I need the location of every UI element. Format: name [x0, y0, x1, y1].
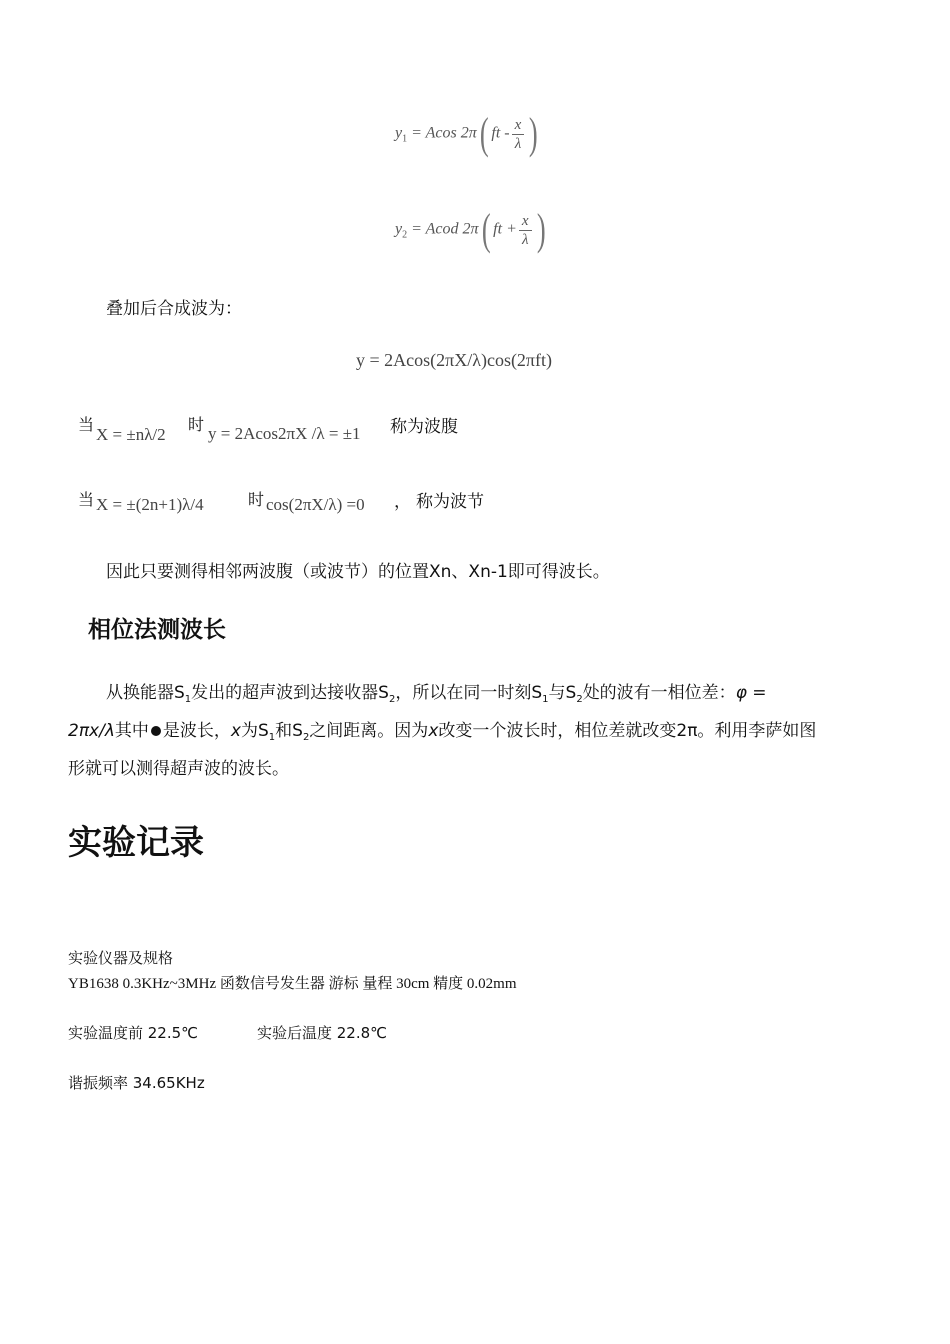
- y2-numerator: x: [519, 212, 532, 231]
- y2-lhs: y: [395, 220, 403, 238]
- lambda-icon: [151, 726, 161, 736]
- y2-eq: = Acod 2π: [411, 220, 479, 238]
- combined-wave-equation: y = 2Acos(2πX/λ)cos(2πft): [356, 350, 553, 370]
- conclusion-text: 因此只要测得相邻两波腹（或波节）的位置Xn、Xn-1即可得波长。: [106, 562, 610, 582]
- phase-paragraph-line2: [68, 716, 816, 743]
- phase-formula: 2πx/λ: [68, 721, 115, 741]
- y1-left-paren: (: [479, 109, 489, 158]
- node-comma: ，: [394, 492, 411, 512]
- antinode-then: 时: [188, 415, 205, 434]
- node-cond: X = ±(2n+1)λ/4: [96, 495, 204, 514]
- phase-text: 为S: [240, 721, 269, 741]
- phase-text: ，所以在同一时刻S: [395, 683, 543, 703]
- y2-inner: ft +: [493, 220, 517, 238]
- y1-eq: = Acos 2π: [411, 124, 477, 142]
- phase-text: 改变一个波长时，相位差就改变2π。利用李萨如图: [438, 721, 817, 741]
- phase-paragraph-line3: 形就可以测得超声波的波长。: [68, 759, 289, 779]
- y2-denominator: λ: [521, 231, 529, 248]
- y2-left-paren: (: [481, 205, 491, 254]
- phase-symbol: φ =: [735, 683, 767, 703]
- y2-fraction: [519, 212, 532, 249]
- node-condition: [78, 487, 518, 527]
- node-when: 当: [78, 490, 95, 509]
- temperature-after: 实验后温度 22.8℃: [257, 1024, 388, 1042]
- antinode-label: 称为波腹: [390, 417, 458, 437]
- subscript: 2: [302, 732, 310, 743]
- y1-lhs: y: [395, 124, 403, 142]
- equation-y2: [395, 205, 548, 254]
- temperature-before: 实验温度前 22.5℃: [68, 1024, 199, 1042]
- record-section-heading: 实验记录: [68, 823, 204, 863]
- subscript: 1: [542, 694, 549, 705]
- y1-fraction: [512, 116, 525, 153]
- subscript: 2: [388, 694, 396, 705]
- phase-paragraph-line1: [106, 678, 767, 705]
- y2-subscript: 2: [402, 229, 408, 241]
- y2-right-paren: ): [536, 205, 546, 254]
- phase-text: 其中: [114, 721, 149, 741]
- antinode-condition: [78, 412, 498, 452]
- phase-text: 从换能器S: [106, 683, 185, 703]
- subscript: 1: [184, 694, 192, 705]
- node-then: 时: [248, 490, 265, 509]
- antinode-cond: X = ±nλ/2: [96, 425, 166, 444]
- antinode-eq: y = 2Acos2πX /λ = ±1: [208, 424, 361, 443]
- phase-text: 与S: [548, 683, 577, 703]
- subscript: 2: [576, 694, 583, 705]
- phase-section-heading: 相位法测波长: [88, 617, 226, 643]
- instruments-label: 实验仪器及规格: [68, 949, 174, 967]
- y1-inner: ft -: [491, 124, 510, 142]
- y1-numerator: x: [512, 116, 525, 135]
- subscript: 1: [268, 732, 276, 743]
- phase-text: 处的波有一相位差：: [582, 683, 736, 703]
- node-eq: cos(2πX/λ) =0: [266, 495, 365, 514]
- phase-text: 发出的超声波到达接收器S: [191, 683, 389, 703]
- node-label: 称为波节: [416, 492, 484, 512]
- instruments-line: YB1638 0.3KHz~3MHz 函数信号发生器 游标 量程 30cm 精度 0.02mm: [68, 976, 517, 992]
- y1-right-paren: ): [529, 109, 539, 158]
- y1-denominator: λ: [514, 135, 522, 152]
- superposition-intro: 叠加后合成波为：: [106, 299, 242, 319]
- resonance-frequency: 谐振频率 34.65KHz: [68, 1074, 205, 1092]
- y1-subscript: 1: [402, 133, 408, 145]
- phase-variable: x: [428, 721, 439, 741]
- phase-text: 是波长，: [162, 721, 231, 741]
- phase-variable: x: [230, 721, 241, 741]
- phase-text: 之间距离。因为: [309, 721, 429, 741]
- antinode-when: 当: [78, 415, 95, 434]
- phase-text: 和S: [275, 721, 303, 741]
- equation-y1: [395, 109, 541, 158]
